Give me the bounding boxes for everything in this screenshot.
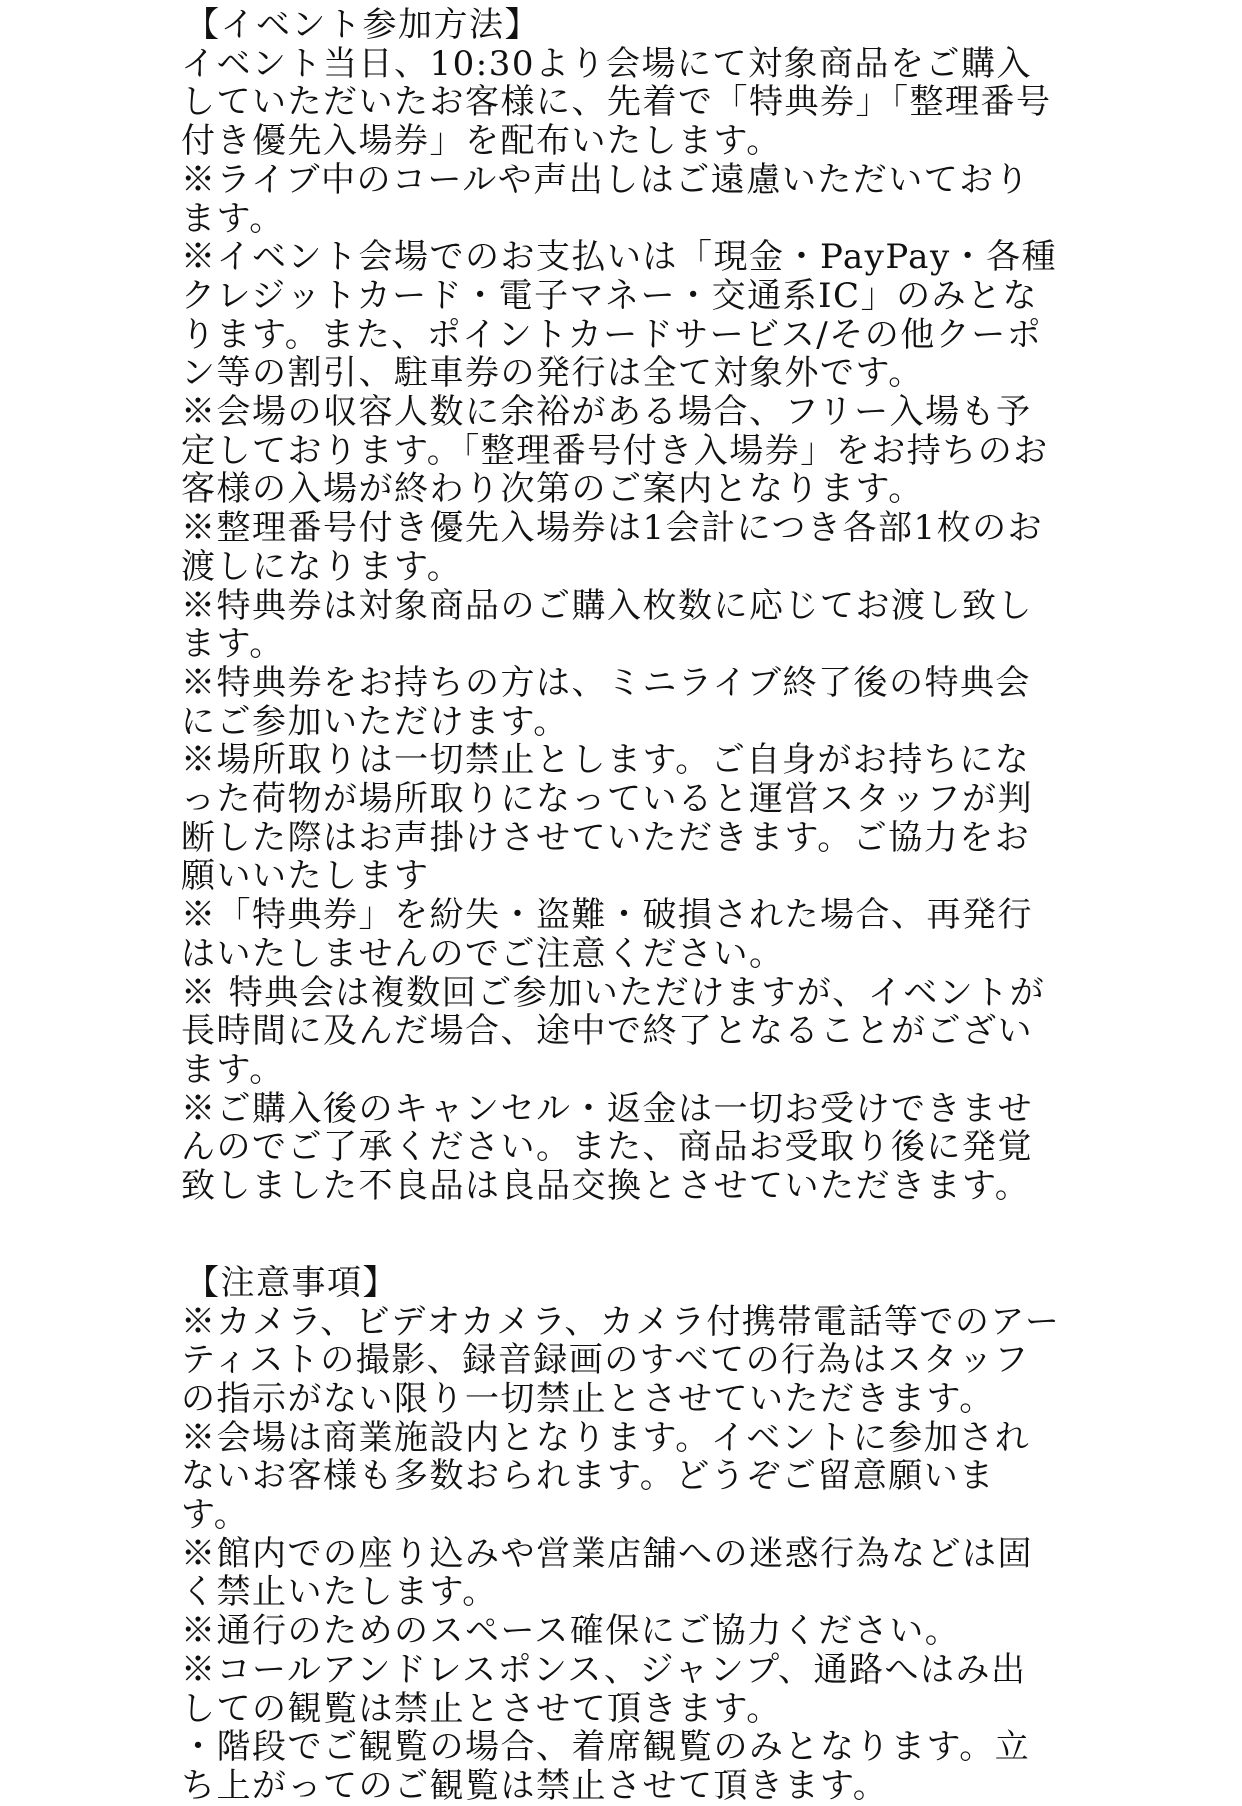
paragraph: ※通行のためのスペース確保にご協力ください。 [181, 1611, 961, 1652]
paragraph: ※カメラ、ビデオカメラ、カメラ付携帯電話等でのアーティストの撮影、録音録画のすべての行為はスタッフの指示がない限り一切禁止とさせていただきます。 [181, 1301, 1061, 1419]
paragraph: ※場所取りは一切禁止とします。ご自身がお持ちになった荷物が場所取りになっていると運営スタッフが判断した際はお声掛けさせていただきます。ご協力をお願いいたします [181, 740, 1033, 897]
paragraph: ※特典券をお持ちの方は、ミニライブ終了後の特典会にご参加いただけます。 [181, 662, 1031, 742]
paragraph: ※イベント会場でのお支払いは「現金・PayPay・各種クレジットカード・電子マネー・交通系IC」のみとなります。また、ポイントカードサービス/その他クーポン等の割引、駐車券の発行は全て対象外です。 [181, 237, 1058, 394]
paragraph: ※ご購入後のキャンセル・返金は一切お受けできませんのでご了承ください。また、商品お受取り後に発覚致しました不良品は良品交換とさせていただきます。 [181, 1088, 1033, 1207]
paragraph: ※コールアンドレスポンス、ジャンプ、通路へはみ出しての観覧は禁止とさせて頂きます。 [181, 1649, 1027, 1729]
paragraph: ※特典券は対象商品のご購入枚数に応じてお渡し致します。 [181, 585, 1033, 665]
paragraph: ※ライブ中のコールや声出しはご遠慮いただいております。 [181, 159, 1031, 239]
paragraph: ※「特典券」を紛失・盗難・破損された場合、再発行はいたしませんのでご注意ください。 [181, 895, 1033, 974]
paragraph: ※会場は商業施設内となります。イベントに参加されないお客様も多数おられます。どうぞご留意願います。 [181, 1417, 1031, 1536]
paragraph: ※会場の収容人数に余裕がある場合、フリー入場も予定しております。「整理番号付き入場券」をお持ちのお客様の入場が終わり次第のご案内となります。 [181, 392, 1049, 510]
paragraph: イベント当日、10:30より会場にて対象商品をご購入していただいたお客様に、先着で「特典券」「整理番号付き優先入場券」を配布いたします。 [181, 43, 1052, 162]
notice-document [181, 6, 1061, 1806]
section-event-participation [181, 6, 1061, 1206]
section-spacer [181, 1206, 1061, 1264]
section-heading: 【注意事項】 [185, 1262, 398, 1303]
section-precautions [181, 1264, 1061, 1806]
paragraph: ・階段でご観覧の場合、着席観覧のみとなります。立ち上がってのご観覧は禁止させて頂きます。 [181, 1727, 1031, 1806]
paragraph: ※整理番号付き優先入場券は1会計につき各部1枚のお渡しになります。 [181, 508, 1044, 587]
paragraph: ※館内での座り込みや営業店舗への迷惑行為などは固く禁止いたします。 [181, 1533, 1033, 1613]
section-heading: 【イベント参加方法】 [185, 5, 540, 45]
paragraph: ※ 特典会は複数回ご参加いただけますが、イベントが長時間に及んだ場合、途中で終了となることがございます。 [181, 972, 1046, 1090]
